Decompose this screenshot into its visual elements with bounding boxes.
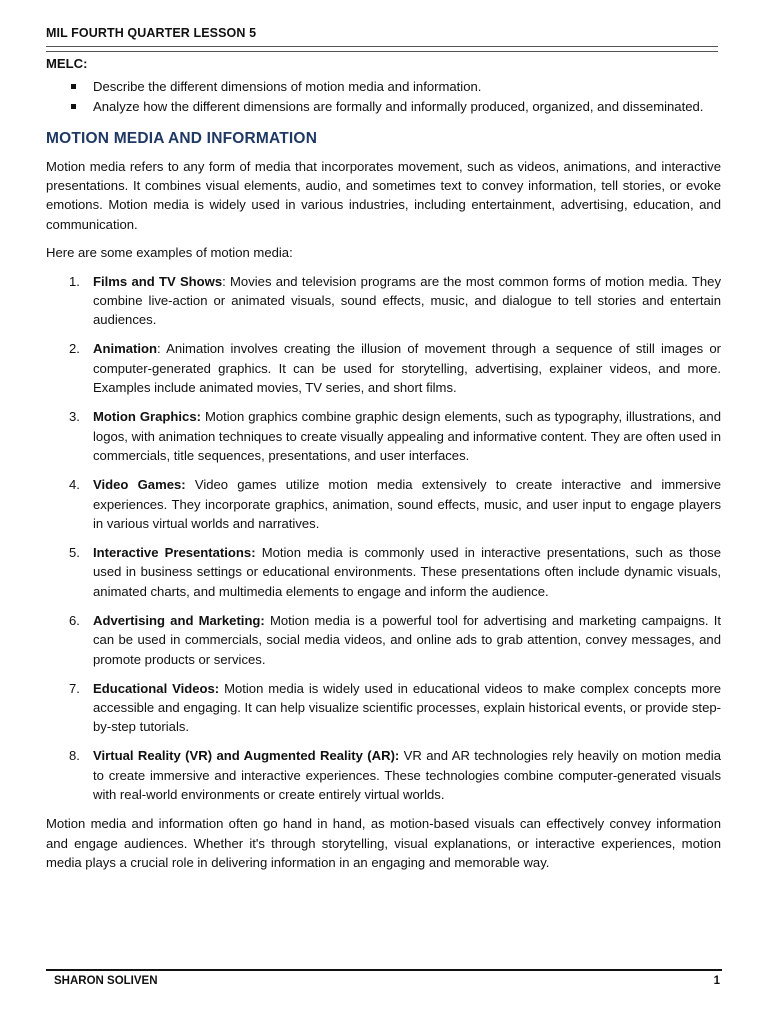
example-sep: : xyxy=(157,341,161,357)
melc-item xyxy=(46,97,721,116)
bullet-square-icon xyxy=(71,104,76,109)
examples-list xyxy=(46,272,721,805)
example-term: Films and TV Shows xyxy=(93,273,223,289)
melc-label: MELC: xyxy=(46,56,88,71)
example-term: Motion Graphics: xyxy=(93,409,201,425)
examples-lead: Here are some examples of motion media: xyxy=(46,245,293,261)
example-term: Educational Videos: xyxy=(93,680,220,696)
melc-item xyxy=(46,77,721,96)
footer-page-number: 1 xyxy=(713,975,720,987)
example-text: Motion graphics combine graphic design elements, such as typography, illustrations, and logos, with animation techniques to create visually appealing and informative content. They are often used in commercials, title sequences, presentations, and user interfaces. xyxy=(93,409,721,464)
example-text: Animation involves creating the illusion of movement through a sequence of still images or computer-generated graphics. It can be used for storytelling, advertising, explainer videos, and more. Examples include animated movies, TV series, and short films. xyxy=(93,341,721,396)
conclusion-paragraph: Motion media and information often go hand in hand, as motion-based visuals can effectively convey information and engage audiences. Whether it's through storytelling, visual explanations, or interactive experiences, motion media plays a crucial role in delivering information in an engaging and memorable way. xyxy=(46,816,721,870)
example-number: 7. xyxy=(69,680,80,696)
example-number: 3. xyxy=(69,409,80,425)
example-term: Animation xyxy=(93,341,158,357)
example-item xyxy=(46,475,721,533)
example-text: Motion media is a powerful tool for advertising and marketing campaigns. It can be used in commercials, social media videos, and online ads to grab attention, convey messages, and promote products or services. xyxy=(93,612,721,667)
example-term: Advertising and Marketing: xyxy=(93,612,265,628)
example-item xyxy=(46,679,721,737)
footer-divider xyxy=(46,969,722,971)
example-term: Video Games: xyxy=(93,477,186,493)
example-text: Video games utilize motion media extensively to create interactive and immersive experiences. They incorporate graphics, animation, sound effects, music, and user input to engage players in various virtual worlds and narratives. xyxy=(93,477,721,531)
example-item xyxy=(46,543,721,601)
example-number: 6. xyxy=(69,612,80,628)
page-content xyxy=(46,54,721,881)
header-divider xyxy=(46,46,718,52)
example-number: 8. xyxy=(69,748,80,764)
example-item xyxy=(46,339,721,397)
example-number: 1. xyxy=(69,273,80,289)
example-text: VR and AR technologies rely heavily on motion media to create immersive and interactive experiences. These technologies combine computer-generated visuals with real-world environments or create entirely virtual worlds. xyxy=(93,748,721,803)
example-term: Virtual Reality (VR) and Augmented Reality (AR): xyxy=(93,748,400,764)
example-text: Motion media is widely used in educational videos to make complex concepts more accessible and engaging. It can help visualize scientific processes, explain historical events, or provide step-by-step tutorials. xyxy=(93,680,721,735)
example-text: Movies and television programs are the most common forms of motion media. They combine live-action or animated visuals, sound effects, music, and dialogue to tell stories and entertain audiences. xyxy=(93,273,721,328)
intro-paragraph: Motion media refers to any form of media that incorporates movement, such as videos, animations, and interactive presentations. It combines visual elements, audio, and sometimes text to convey information, tell stories, or evoke emotions. Motion media is widely used in various industries, including entertainment, advertising, education, and communication. xyxy=(46,158,721,232)
example-sep: : xyxy=(222,273,226,289)
bullet-square-icon xyxy=(71,84,76,89)
example-number: 4. xyxy=(69,477,80,493)
example-item xyxy=(46,611,721,669)
melc-list xyxy=(46,77,721,116)
melc-item-text: Describe the different dimensions of motion media and information. xyxy=(93,79,482,95)
example-item xyxy=(46,746,721,804)
example-number: 5. xyxy=(69,544,80,560)
footer-author: SHARON SOLIVEN xyxy=(54,975,158,987)
melc-item-text: Analyze how the different dimensions are formally and informally produced, organized, and disseminated. xyxy=(93,98,704,114)
section-heading: MOTION MEDIA AND INFORMATION xyxy=(46,130,318,148)
example-term: Interactive Presentations: xyxy=(93,544,256,560)
example-text: Motion media is commonly used in interactive presentations, such as those used in business settings or educational environments. These presentations often include dynamic visuals, animated charts, and multimedia elements to engage and inform the audience. xyxy=(93,544,721,599)
example-item xyxy=(46,407,721,465)
example-number: 2. xyxy=(69,341,80,357)
example-item xyxy=(46,272,721,330)
page-header-title: MIL FOURTH QUARTER LESSON 5 xyxy=(46,26,257,40)
